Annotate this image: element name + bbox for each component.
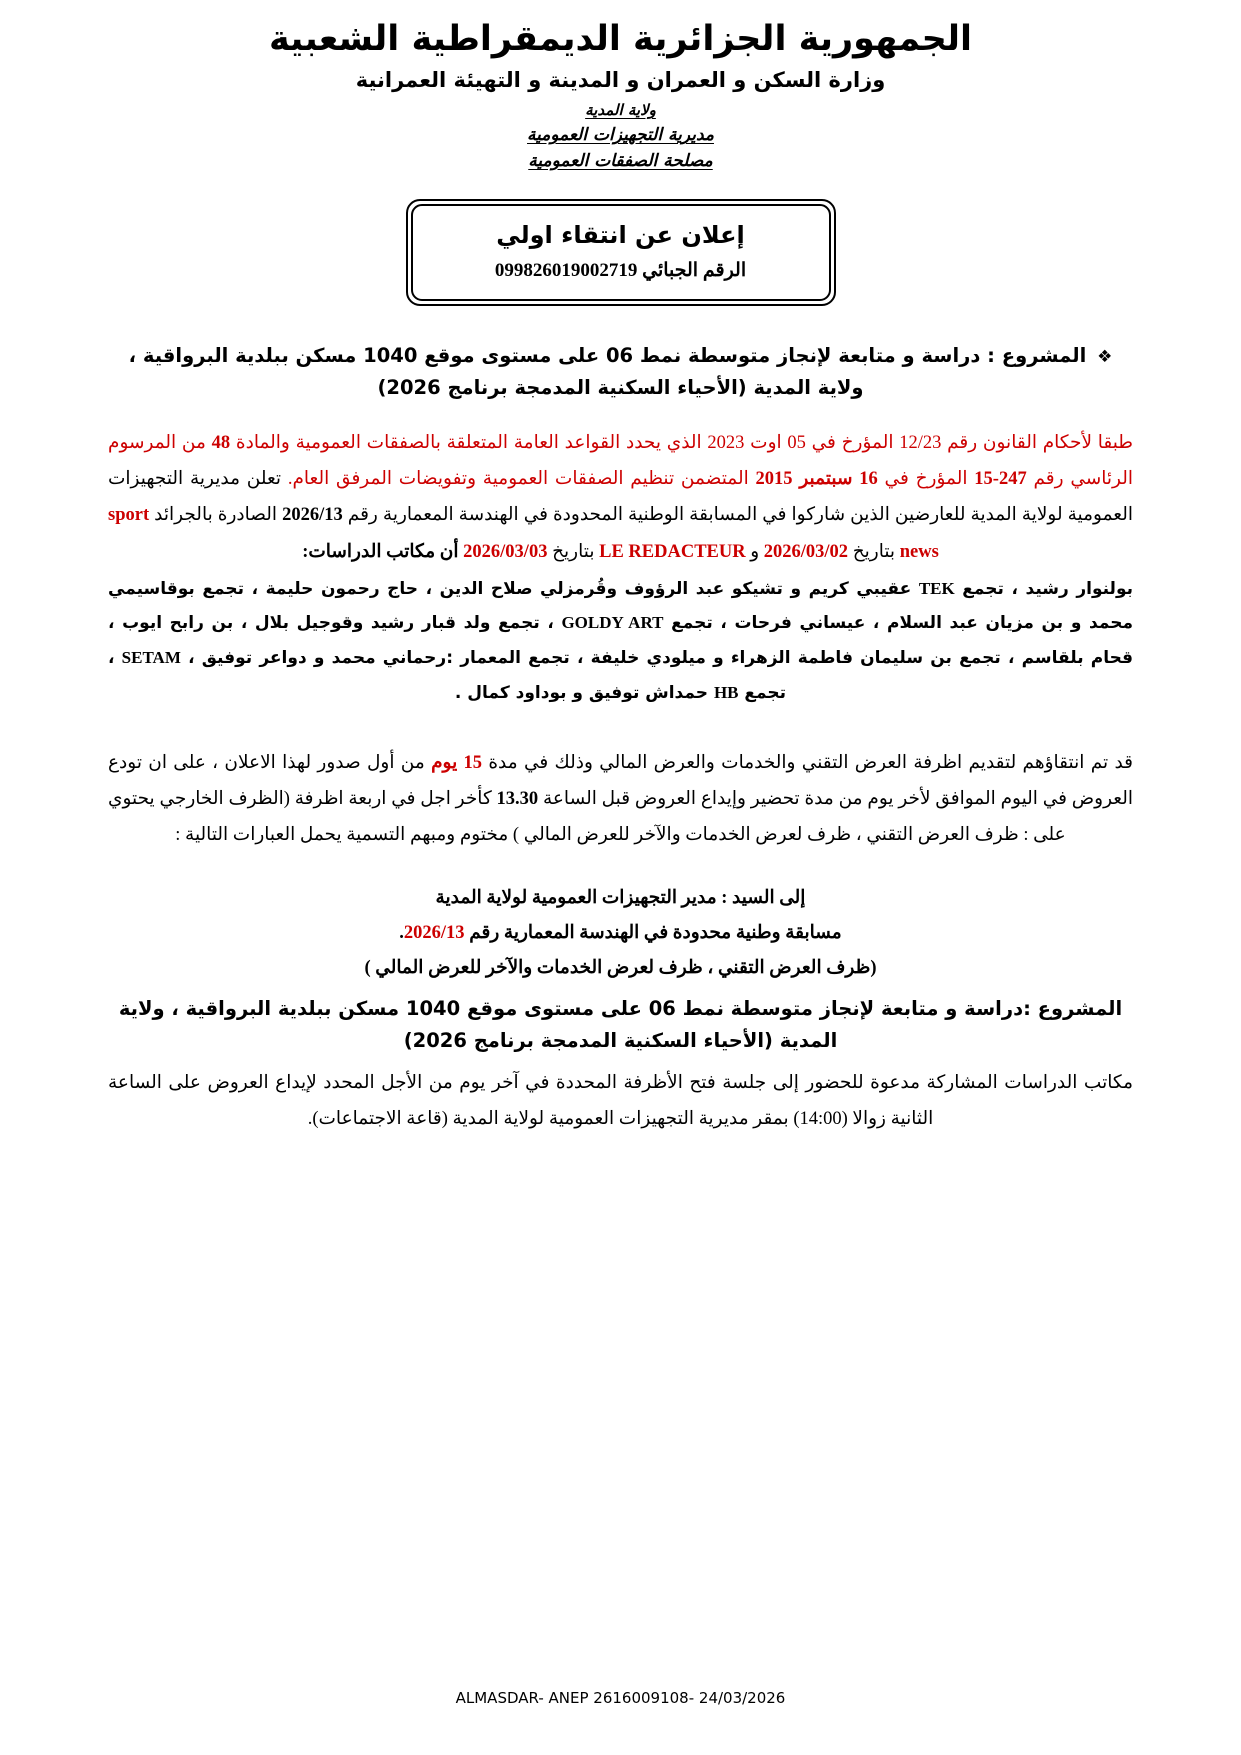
deadline-duration: 15 يوم bbox=[431, 752, 483, 773]
address-competition-line bbox=[108, 916, 1133, 951]
legal-sentence-4: المتضمن تنظيم الصفقات العمومية وتفويضات المرفق العام. bbox=[287, 469, 749, 490]
fiscal-number-line bbox=[429, 258, 813, 284]
announcement-box-wrapper bbox=[108, 199, 1133, 306]
selected-offices-paragraph bbox=[108, 572, 1133, 711]
document-footer: ALMASDAR- ANEP 2616009108- 24/03/2026 bbox=[455, 1689, 786, 1707]
deadline-time: 13.30 bbox=[496, 789, 539, 810]
offices-text-3: ، تجمع ولد قبار رشيد وقوجيل بلال ، بن رابح ايوب ، قحام بلقاسم ، تجمع بن سليمان فاطمة الزهراء و ميلودي خليفة ، تجمع المعمار :رحماني محمد و دواعر توفيق ، bbox=[108, 613, 1134, 669]
project-label: المشروع : bbox=[987, 344, 1087, 368]
project-title-block bbox=[108, 340, 1133, 403]
office-goldy-art: GOLDY ART bbox=[561, 613, 664, 633]
closing-session-time: (14:00) bbox=[793, 1109, 848, 1129]
republic-title: الجمهورية الجزائرية الديمقراطية الشعبية bbox=[268, 19, 973, 59]
address-project-line1: دراسة و متابعة لإنجاز متوسطة نمط 06 على مستوى موقع 1040 مسكن ببلدية البرواقية ، ولاية bbox=[118, 996, 1024, 1020]
office-tek: TEK bbox=[918, 578, 955, 598]
address-envelopes-line: (ظرف العرض التقني ، ظرف لعرض الخدمات والآخر للعرض المالي ) bbox=[364, 958, 877, 979]
legal-sentence-9: بتاريخ bbox=[552, 541, 595, 562]
office-setam: SETAM bbox=[121, 648, 181, 668]
tender-number: 2026/13 bbox=[282, 505, 343, 526]
legal-decree-month: سبتمبر bbox=[799, 469, 853, 490]
legal-sentence-1: طبقا لأحكام القانون رقم 12/23 المؤرخ في 05 اوت 2023 الذي يحدد القواعد العامة المتعلقة بالصفقات العمومية والمادة bbox=[235, 433, 1134, 454]
legal-decree-year: 2015 bbox=[755, 469, 793, 490]
legal-conjunction: و bbox=[750, 541, 760, 562]
project-title-line1: دراسة و متابعة لإنجاز متوسطة نمط 06 على مستوى موقع 1040 مسكن ببلدية البرواقية ، bbox=[128, 344, 981, 368]
offices-text-2: عقيبي كريم و تشيكو عبد الرؤوف وقُرمزلي صلاح الدين ، حاج رحمون حليمة ، تجمع بوقاسيمي محمد و بن مزيان عبد السلام ، عيساني فرحات ، تجمع bbox=[108, 578, 1133, 634]
submission-deadline-paragraph bbox=[108, 745, 1133, 853]
legal-sentence-2: من المرسوم الرئاسي رقم bbox=[108, 433, 1134, 490]
offices-text-1: بولنوار رشيد ، تجمع bbox=[962, 578, 1133, 599]
legal-sentence-7: بتاريخ bbox=[852, 541, 896, 562]
address-project-label: المشروع : bbox=[1023, 996, 1123, 1020]
service-name: مصلحة الصفقات العمومية bbox=[528, 150, 713, 171]
announcement-box-inner bbox=[411, 204, 831, 301]
publication-date-1: 2026/03/02 bbox=[763, 541, 849, 562]
closing-sentence-2: بمقر مديرية التجهيزات العمومية لولاية المدية (قاعة الاجتماعات). bbox=[307, 1109, 789, 1129]
legal-reference-paragraph bbox=[108, 425, 1133, 569]
legal-sentence-3: المؤرخ في bbox=[884, 469, 968, 490]
legal-sentence-5: تعلن مديرية التجهيزات العمومية لولاية المدية للعارضين الذين شاركوا في المسابقة الوطنية المحدودة في الهندسة المعمارية رقم bbox=[108, 469, 1133, 526]
address-competition-text: مسابقة وطنية محدودة في الهندسة المعمارية رقم bbox=[469, 923, 842, 944]
deadline-sentence-2: من أول صدور لهذا الاعلان ، على ان تودع العروض في اليوم الموافق لأخر يوم من مدة تحضير وإيداع العروض قبل الساعة bbox=[108, 752, 1133, 810]
opening-session-paragraph bbox=[108, 1065, 1133, 1137]
deadline-sentence-1: قد تم انتقاؤهم لتقديم اظرفة العرض التقني والخدمات والعرض المالي وذلك في مدة bbox=[488, 752, 1134, 773]
address-competition-dot: . bbox=[399, 923, 404, 944]
closing-sentence-1: مكاتب الدراسات المشاركة مدعوة للحضور إلى جلسة فتح الأظرفة المحددة في آخر يوم من الأجل المحدد لإيداع العروض على الساعة الثانية زوالا bbox=[108, 1072, 1133, 1129]
envelope-address-block bbox=[108, 881, 1133, 1057]
address-recipient: إلى السيد : مدير التجهيزات العمومية لولاية المدية bbox=[435, 888, 806, 909]
project-title-line2: ولاية المدية (الأحياء السكنية المدمجة برنامج 2026) bbox=[377, 375, 864, 399]
announcement-title: إعلان عن انتقاء اولي bbox=[496, 221, 745, 250]
wilaya-name: ولاية المدية bbox=[585, 101, 656, 120]
document-header bbox=[108, 18, 1133, 173]
announcement-box-outer bbox=[406, 199, 836, 306]
address-project-line2: المدية (الأحياء السكنية المدمجة برنامج 2026) bbox=[403, 1028, 838, 1052]
offices-text-5: حمداش توفيق و بوداود كمال . bbox=[454, 683, 709, 704]
legal-sentence-6: الصادرة بالجرائد bbox=[154, 505, 278, 526]
offices-text-4: ، تجمع bbox=[108, 648, 787, 704]
deadline-sentence-3: كأخر اجل في اربعة اظرفة (الظرف الخارجي يحتوي على : ظرف العرض التقني ، ظرف لعرض الخدمات والآخر للعرض المالي ) مختوم ومبهم التسمية يحمل العبارات التالية : bbox=[108, 789, 1066, 846]
address-competition-number: 2026/13 bbox=[403, 923, 465, 944]
newspaper-name-2: LE REDACTEUR bbox=[599, 541, 746, 562]
direction-name: مديرية التجهيزات العمومية bbox=[527, 125, 714, 146]
fiscal-label: الرقم الجبائي bbox=[642, 259, 747, 281]
ministry-title: وزارة السكن و العمران و المدينة و التهيئة العمرانية bbox=[355, 67, 886, 92]
publication-date-2: 2026/03/03 bbox=[463, 541, 548, 562]
legal-decree-number: 247-15 bbox=[974, 469, 1027, 490]
legal-article-number: 48 bbox=[211, 433, 231, 454]
fiscal-number: 099826019002719 bbox=[494, 259, 638, 281]
address-project-block bbox=[108, 993, 1133, 1057]
legal-decree-day: 16 bbox=[859, 469, 878, 490]
legal-sentence-10: أن مكاتب الدراسات: bbox=[302, 541, 459, 562]
bullet-icon: ❖ bbox=[1097, 347, 1113, 368]
office-hb: HB bbox=[713, 683, 739, 703]
newspaper-name-1: sport news bbox=[108, 505, 939, 562]
